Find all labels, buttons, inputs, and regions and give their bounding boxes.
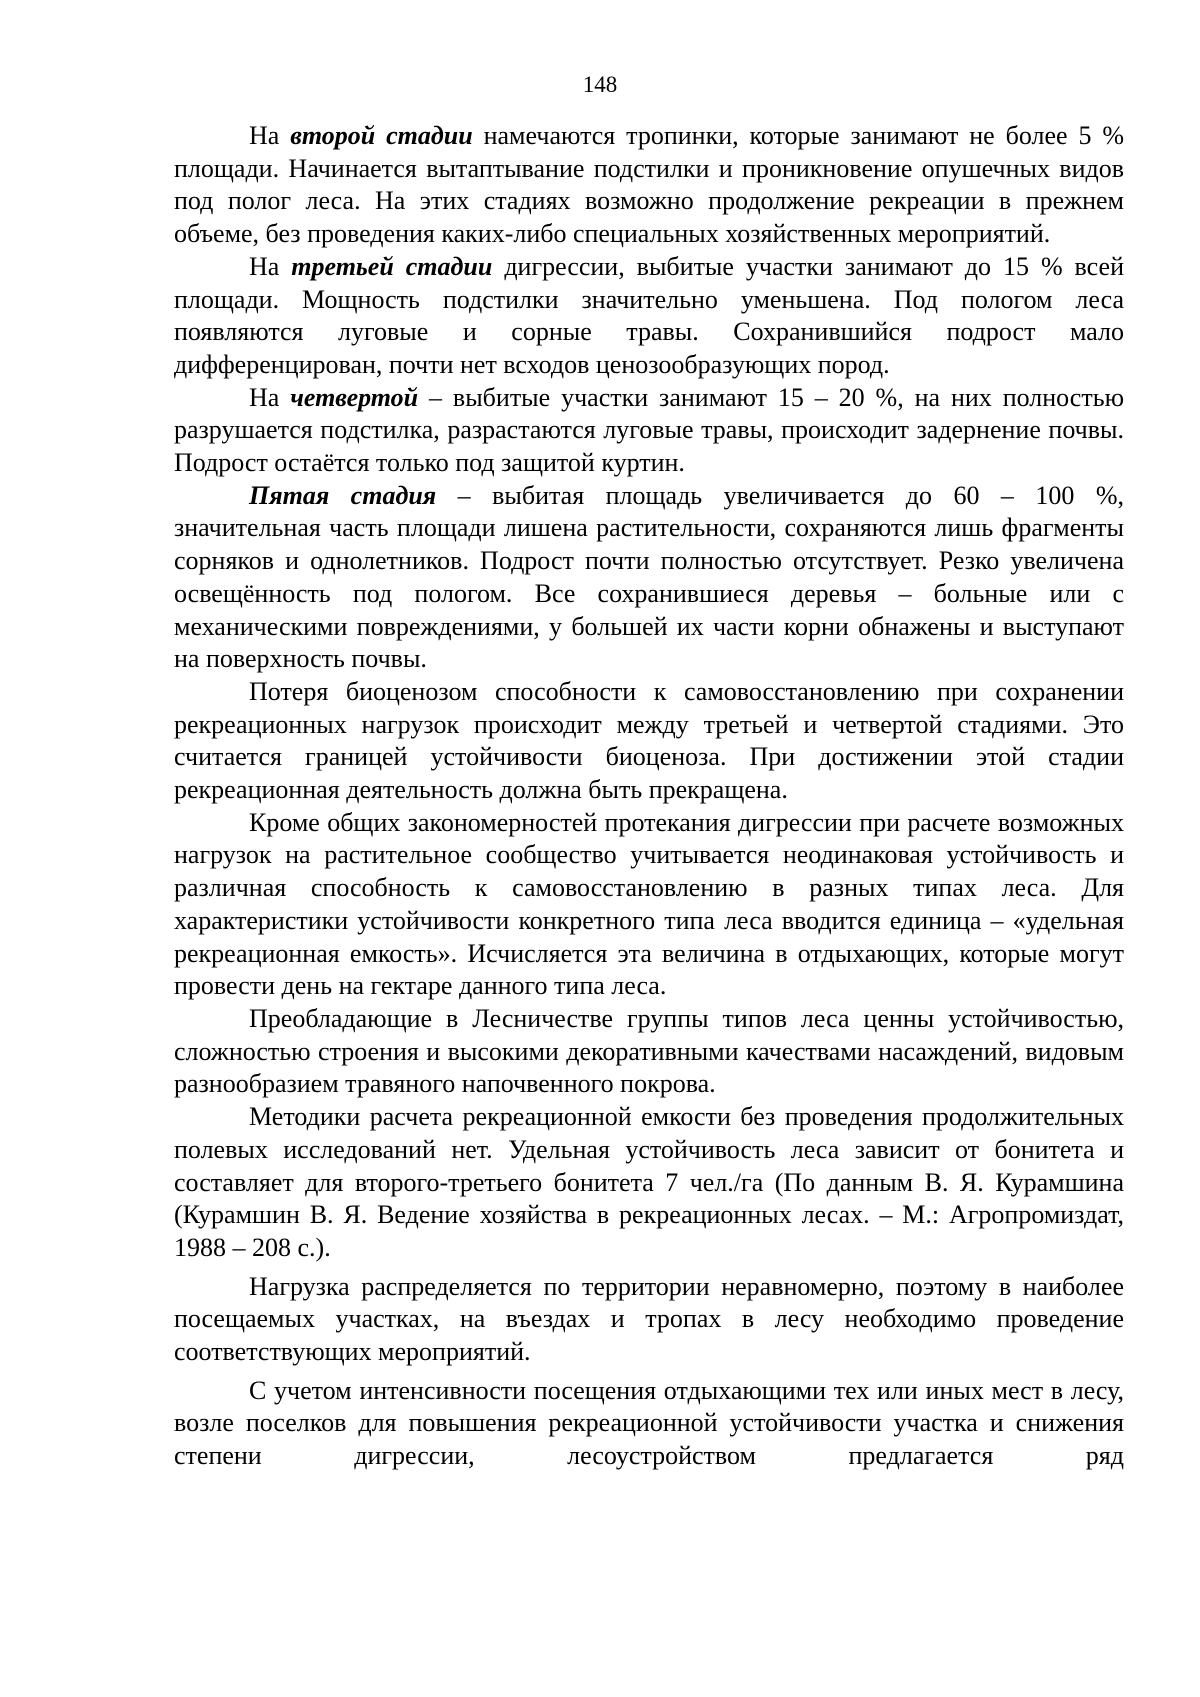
paragraph-stability-boundary — [174, 676, 1124, 807]
paragraph-forest-types — [174, 1003, 1124, 1101]
paragraph-text: намечаются тропинки, которые занимают не более 5 % площади. Начинается вытаптывание подстилки и проникновение опушечных видов под полог леса. На этих стадиях возможно продолжение рекреации в прежнем объеме, без проведения каких-либо специальных хозяйственных мероприятий. — [174, 121, 1125, 249]
paragraph-text: Кроме общих закономерностей протекания дигрессии при расчете возможных нагрузок на растительное сообщество учитывается неодинаковая устойчивость и различная способность к самовосстановлению в разных типах леса. Для характеристики устойчивости конкретного типа леса вводится единица – «удельная рекреационная емкость». Исчисляется эта величина в отдыхающих, которые могут провести день на гектаре данного типа леса. — [174, 807, 1124, 1001]
emphasized-term: второй стадии — [290, 121, 473, 150]
paragraph-fifth-stage — [174, 480, 1124, 676]
paragraph-third-stage — [174, 251, 1124, 382]
paragraph-recreational-capacity — [174, 807, 1124, 1003]
paragraph-load-distribution — [174, 1271, 1124, 1369]
paragraph-text: Потеря биоценозом способности к самовосстановлению при сохранении рекреационных нагрузок происходит между третьей и четвертой стадиями. Это считается границей устойчивости биоценоза. При достижении этой стадии рекреационная деятельность должна быть прекращена. — [174, 676, 1124, 805]
paragraph-text: На — [249, 251, 292, 281]
paragraph-text: – выбитые участки занимают 15 – 20 %, на них полностью разрушается подстилка, разрастаются луговые травы, происходит задернение почвы. Подрост остаётся только под защитой куртин. — [174, 382, 1124, 478]
paragraph-text: Методики расчета рекреационной емкости без проведения продолжительных полевых исследований нет. Удельная устойчивость леса зависит от бонитета и составляет для второго-третьего бонитета 7 чел./га (По данным В. Я. Курамшина (Курамшин В. Я. Ведение хозяйства в рекреационных лесах. – М.: Агропромиздат, 1988 – 208 с.). — [174, 1102, 1124, 1262]
paragraph-text: Нагрузка распределяется по территории неравномерно, поэтому в наиболее посещаемых участках, на въездах и тропах в лесу необходимо проведение соответствующих мероприятий. — [174, 1271, 1124, 1367]
paragraph-second-stage — [174, 120, 1124, 251]
paragraph-text: С учетом интенсивности посещения отдыхающими тех или иных мест в лесу, возле поселков для повышения рекреационной устойчивости участка и снижения степени дигрессии, лесоустройством предлагается ряд — [174, 1375, 1124, 1471]
emphasized-term: четвертой — [290, 382, 419, 412]
paragraph-fourth-stage — [174, 382, 1124, 480]
text-body — [174, 120, 1124, 1473]
paragraph-text: На — [249, 382, 291, 412]
paragraph-methods — [174, 1101, 1124, 1265]
paragraph-text: дигрессии, выбитые участки занимают до 15 % всей площади. Мощность подстилки значительно уменьшена. Под пологом леса появляются луговые и сорные травы. Сохранившийся подрост мало дифференцирован, почти нет всходов ценозообразующих пород. — [174, 251, 1124, 379]
paragraph-text: На — [249, 121, 291, 150]
paragraph-measures — [174, 1375, 1124, 1473]
emphasized-term: третьей стадии — [291, 251, 493, 281]
paragraph-text: Преобладающие в Лесничестве группы типов леса ценны устойчивостью, сложностью строения и высокими декоративными качествами насаждений, видовым разнообразием травяного напочвенного покрова. — [174, 1003, 1124, 1099]
paragraph-text: – выбитая площадь увеличивается до 60 – 100 %, значительная часть площади лишена растительности, сохраняются лишь фрагменты сорняков и однолетников. Подрост почти полностью отсутствует. Резко увеличена освещённость под пологом. Все сохранившиеся деревья – больные или с механическими повреждениями, у большей их части корни обнажены и выступают на поверхность почвы. — [174, 480, 1124, 674]
emphasized-term: Пятая стадия — [249, 480, 437, 510]
page-number: 148 — [582, 72, 618, 97]
